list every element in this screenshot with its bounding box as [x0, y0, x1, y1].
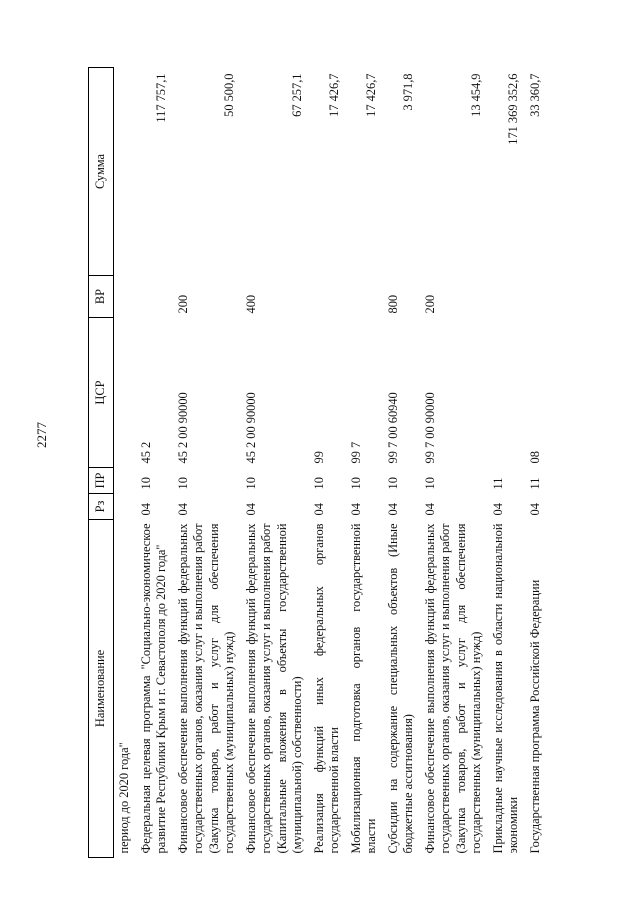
- row-name: Реализация функций иных федеральных органов государственной власти: [311, 523, 341, 854]
- row-csr: [488, 318, 525, 468]
- row-rz: 04: [175, 503, 190, 516]
- header-rz: Рз: [89, 494, 114, 520]
- table-row: [309, 68, 346, 858]
- row-sum: 3 971,8: [401, 73, 415, 111]
- row-csr: [114, 318, 136, 468]
- row-csr: 08: [527, 451, 542, 464]
- page-number: 2277: [34, 422, 49, 448]
- row-vr: [346, 276, 383, 318]
- row-name: Прикладные научные исследования в области национальной экономики: [490, 523, 520, 854]
- header-name: Наименование: [89, 520, 114, 858]
- table-row: [383, 68, 420, 858]
- row-pr: 10: [422, 477, 437, 490]
- row-csr: 45 2 00 90000: [175, 392, 190, 464]
- row-rz: 04: [385, 503, 400, 516]
- budget-table: [88, 67, 546, 858]
- row-rz: 04: [311, 503, 326, 516]
- table-row: [114, 68, 136, 858]
- row-pr: 10: [348, 477, 363, 490]
- row-sum: 67 257,1: [290, 73, 304, 117]
- row-pr: [114, 468, 136, 494]
- table-row: [346, 68, 383, 858]
- row-sum: 17 426,7: [364, 73, 378, 117]
- row-csr: 45 2: [138, 441, 153, 464]
- row-sum: 117 757,1: [154, 73, 168, 123]
- row-pr: 10: [311, 477, 326, 490]
- row-pr: 10: [243, 477, 258, 490]
- row-sum: 171 369 352,6: [506, 73, 520, 145]
- row-pr: 10: [138, 477, 153, 490]
- row-vr: 200: [422, 294, 437, 314]
- row-csr: 45 2 00 90000: [243, 392, 258, 464]
- row-vr: 200: [175, 294, 190, 314]
- row-sum: 50 500,0: [222, 73, 236, 117]
- row-vr: 800: [385, 294, 400, 314]
- row-name: Субсидии на содержание специальных объектов (Иные бюджетные ассигнования): [385, 523, 415, 854]
- row-name: Мобилизационная подготовка органов государственной власти: [348, 523, 378, 854]
- row-rz: 04: [490, 503, 505, 516]
- row-pr: 11: [527, 477, 542, 490]
- table-header: [89, 68, 114, 858]
- row-vr: [488, 276, 525, 318]
- row-csr: 99 7: [348, 441, 363, 464]
- row-csr: 99 7 00 90000: [422, 392, 437, 464]
- row-sum: 13 454,9: [469, 73, 483, 117]
- row-csr: 99 7 00 60940: [385, 392, 400, 464]
- budget-table-sheet: [88, 68, 588, 858]
- header-sum: Сумма: [89, 68, 114, 276]
- header-pr: ПР: [89, 468, 114, 494]
- row-vr: 400: [243, 294, 258, 314]
- row-pr: 11: [490, 477, 505, 490]
- row-rz: [114, 494, 136, 520]
- row-vr: [136, 276, 173, 318]
- table-row: [136, 68, 173, 858]
- table-row: [488, 68, 525, 858]
- row-pr: 10: [175, 477, 190, 490]
- row-sum: 17 426,7: [327, 73, 341, 117]
- row-rz: 04: [243, 503, 258, 516]
- row-name: Федеральная целевая программа "Социально-экономическое развитие Республики Крым и г. Севастополя до 2020 года": [138, 523, 168, 854]
- row-rz: 04: [348, 503, 363, 516]
- table-row: [525, 68, 547, 858]
- table-row: [241, 68, 309, 858]
- row-name: Финансовое обеспечение выполнения функций федеральных государственных органов, оказания услуг и выполнения работ (Капитальные вложения в объекты государственной (муниципальной) собственности): [243, 523, 304, 854]
- row-rz: 04: [138, 503, 153, 516]
- table-row: [420, 68, 488, 858]
- row-vr: [309, 276, 346, 318]
- header-csr: ЦСР: [89, 318, 114, 468]
- row-name: Финансовое обеспечение выполнения функций федеральных государственных органов, оказания услуг и выполнения работ (Закупка товаров, работ и услуг для обеспечения государственных (муниципальных) нужд): [175, 523, 236, 854]
- row-csr: 99: [311, 451, 326, 464]
- row-vr: [114, 276, 136, 318]
- row-sum: [114, 68, 136, 276]
- row-vr: [525, 276, 547, 318]
- row-sum: 33 360,7: [527, 73, 542, 117]
- table-body: [114, 68, 547, 858]
- row-rz: 04: [422, 503, 437, 516]
- row-name: период до 2020 года": [117, 742, 131, 854]
- row-rz: 04: [527, 503, 542, 516]
- row-name: Государственная программа Российской Федерации: [527, 579, 542, 854]
- row-name: Финансовое обеспечение выполнения функций федеральных государственных органов, оказания услуг и выполнения работ (Закупка товаров, работ и услуг для обеспечения государственных (муниципальных) нужд): [422, 523, 483, 854]
- table-row: [173, 68, 241, 858]
- header-vr: ВР: [89, 276, 114, 318]
- row-pr: 10: [385, 477, 400, 490]
